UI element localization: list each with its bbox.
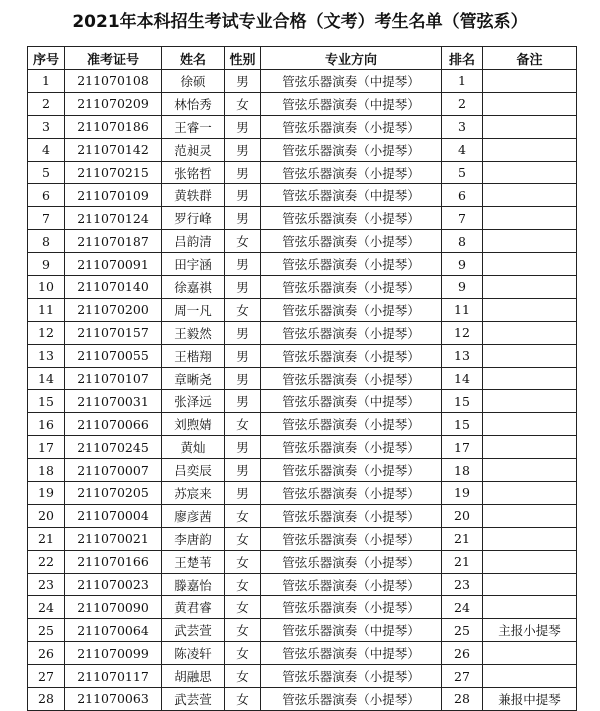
cell-gender: 男 [225, 253, 261, 276]
cell-major: 管弦乐器演奏（小提琴） [261, 688, 442, 711]
cell-rank: 9 [442, 276, 483, 299]
cell-name: 黄君睿 [162, 596, 225, 619]
cell-exam-id: 211070140 [65, 276, 162, 299]
cell-major: 管弦乐器演奏（小提琴） [261, 596, 442, 619]
cell-major: 管弦乐器演奏（小提琴） [261, 665, 442, 688]
cell-name: 徐硕 [162, 70, 225, 93]
table-row [28, 550, 577, 573]
cell-major: 管弦乐器演奏（小提琴） [261, 298, 442, 321]
cell-name: 胡融思 [162, 665, 225, 688]
cell-serial: 18 [28, 459, 65, 482]
table-row [28, 642, 577, 665]
cell-gender: 女 [225, 642, 261, 665]
cell-note [483, 161, 577, 184]
cell-major: 管弦乐器演奏（小提琴） [261, 207, 442, 230]
cell-serial: 26 [28, 642, 65, 665]
table-row [28, 138, 577, 161]
cell-rank: 12 [442, 321, 483, 344]
cell-exam-id: 211070124 [65, 207, 162, 230]
table-row [28, 459, 577, 482]
cell-rank: 15 [442, 390, 483, 413]
cell-major: 管弦乐器演奏（中提琴） [261, 390, 442, 413]
cell-gender: 男 [225, 138, 261, 161]
cell-exam-id: 211070066 [65, 413, 162, 436]
cell-rank: 7 [442, 207, 483, 230]
cell-rank: 5 [442, 161, 483, 184]
cell-serial: 7 [28, 207, 65, 230]
cell-gender: 男 [225, 482, 261, 505]
cell-note [483, 276, 577, 299]
cell-exam-id: 211070166 [65, 550, 162, 573]
cell-major: 管弦乐器演奏（小提琴） [261, 253, 442, 276]
cell-name: 滕嘉怡 [162, 573, 225, 596]
cell-gender: 女 [225, 619, 261, 642]
table-row [28, 390, 577, 413]
cell-rank: 26 [442, 642, 483, 665]
cell-note [483, 253, 577, 276]
cell-major: 管弦乐器演奏（小提琴） [261, 504, 442, 527]
table-row [28, 230, 577, 253]
table-header-row [28, 47, 577, 70]
cell-gender: 男 [225, 390, 261, 413]
cell-gender: 女 [225, 230, 261, 253]
cell-note [483, 184, 577, 207]
cell-note [483, 527, 577, 550]
header-rank: 排名 [442, 47, 483, 70]
cell-rank: 8 [442, 230, 483, 253]
cell-gender: 女 [225, 504, 261, 527]
cell-name: 张铭哲 [162, 161, 225, 184]
cell-major: 管弦乐器演奏（小提琴） [261, 115, 442, 138]
cell-serial: 20 [28, 504, 65, 527]
cell-major: 管弦乐器演奏（小提琴） [261, 138, 442, 161]
cell-rank: 4 [442, 138, 483, 161]
cell-serial: 8 [28, 230, 65, 253]
cell-gender: 女 [225, 413, 261, 436]
cell-note [483, 207, 577, 230]
cell-gender: 男 [225, 70, 261, 93]
cell-major: 管弦乐器演奏（小提琴） [261, 413, 442, 436]
cell-gender: 女 [225, 573, 261, 596]
cell-exam-id: 211070055 [65, 344, 162, 367]
cell-exam-id: 211070108 [65, 70, 162, 93]
cell-rank: 23 [442, 573, 483, 596]
cell-serial: 28 [28, 688, 65, 711]
cell-gender: 男 [225, 161, 261, 184]
cell-note [483, 367, 577, 390]
table-row [28, 115, 577, 138]
cell-exam-id: 211070090 [65, 596, 162, 619]
cell-major: 管弦乐器演奏（中提琴） [261, 184, 442, 207]
cell-rank: 13 [442, 344, 483, 367]
cell-note [483, 115, 577, 138]
cell-serial: 25 [28, 619, 65, 642]
cell-serial: 11 [28, 298, 65, 321]
cell-note [483, 436, 577, 459]
cell-major: 管弦乐器演奏（小提琴） [261, 482, 442, 505]
cell-exam-id: 211070064 [65, 619, 162, 642]
cell-gender: 女 [225, 92, 261, 115]
cell-name: 黄轶群 [162, 184, 225, 207]
cell-note [483, 459, 577, 482]
cell-gender: 男 [225, 367, 261, 390]
cell-serial: 27 [28, 665, 65, 688]
cell-gender: 男 [225, 184, 261, 207]
table-row [28, 184, 577, 207]
cell-note [483, 550, 577, 573]
cell-note [483, 642, 577, 665]
cell-name: 李唐韵 [162, 527, 225, 550]
cell-note [483, 413, 577, 436]
cell-name: 陈凌轩 [162, 642, 225, 665]
cell-exam-id: 211070021 [65, 527, 162, 550]
cell-note [483, 138, 577, 161]
cell-rank: 28 [442, 688, 483, 711]
cell-exam-id: 211070007 [65, 459, 162, 482]
cell-name: 武芸萱 [162, 688, 225, 711]
cell-gender: 女 [225, 527, 261, 550]
cell-gender: 男 [225, 207, 261, 230]
cell-major: 管弦乐器演奏（小提琴） [261, 436, 442, 459]
table-row [28, 344, 577, 367]
cell-name: 田宇涵 [162, 253, 225, 276]
table-body [28, 70, 577, 711]
cell-serial: 6 [28, 184, 65, 207]
cell-exam-id: 211070187 [65, 230, 162, 253]
cell-rank: 19 [442, 482, 483, 505]
cell-rank: 2 [442, 92, 483, 115]
table-row [28, 665, 577, 688]
table-row [28, 619, 577, 642]
cell-note [483, 573, 577, 596]
cell-note [483, 344, 577, 367]
cell-major: 管弦乐器演奏（中提琴） [261, 642, 442, 665]
cell-rank: 1 [442, 70, 483, 93]
header-gender: 性别 [225, 47, 261, 70]
cell-serial: 22 [28, 550, 65, 573]
cell-name: 王楚苇 [162, 550, 225, 573]
cell-exam-id: 211070023 [65, 573, 162, 596]
header-serial: 序号 [28, 47, 65, 70]
cell-major: 管弦乐器演奏（中提琴） [261, 70, 442, 93]
cell-gender: 男 [225, 321, 261, 344]
header-name: 姓名 [162, 47, 225, 70]
cell-name: 章晰尧 [162, 367, 225, 390]
cell-name: 苏宸来 [162, 482, 225, 505]
cell-note [483, 321, 577, 344]
cell-exam-id: 211070063 [65, 688, 162, 711]
cell-exam-id: 211070107 [65, 367, 162, 390]
cell-rank: 15 [442, 413, 483, 436]
cell-rank: 25 [442, 619, 483, 642]
cell-note [483, 390, 577, 413]
cell-gender: 男 [225, 276, 261, 299]
header-exam-id: 准考证号 [65, 47, 162, 70]
cell-exam-id: 211070031 [65, 390, 162, 413]
cell-serial: 24 [28, 596, 65, 619]
cell-name: 王毅然 [162, 321, 225, 344]
cell-exam-id: 211070245 [65, 436, 162, 459]
cell-gender: 男 [225, 436, 261, 459]
cell-major: 管弦乐器演奏（小提琴） [261, 276, 442, 299]
table-row [28, 92, 577, 115]
cell-exam-id: 211070157 [65, 321, 162, 344]
cell-major: 管弦乐器演奏（小提琴） [261, 573, 442, 596]
cell-rank: 6 [442, 184, 483, 207]
table-row [28, 688, 577, 711]
cell-exam-id: 211070109 [65, 184, 162, 207]
cell-note [483, 665, 577, 688]
table-row [28, 276, 577, 299]
cell-gender: 女 [225, 596, 261, 619]
cell-serial: 12 [28, 321, 65, 344]
cell-gender: 男 [225, 459, 261, 482]
cell-serial: 9 [28, 253, 65, 276]
cell-exam-id: 211070215 [65, 161, 162, 184]
cell-rank: 27 [442, 665, 483, 688]
cell-note [483, 70, 577, 93]
cell-name: 吕韵清 [162, 230, 225, 253]
cell-note [483, 504, 577, 527]
cell-major: 管弦乐器演奏（中提琴） [261, 619, 442, 642]
cell-rank: 3 [442, 115, 483, 138]
cell-serial: 23 [28, 573, 65, 596]
cell-exam-id: 211070209 [65, 92, 162, 115]
cell-rank: 21 [442, 550, 483, 573]
cell-serial: 15 [28, 390, 65, 413]
cell-rank: 9 [442, 253, 483, 276]
table-row [28, 367, 577, 390]
cell-name: 王楷翔 [162, 344, 225, 367]
cell-serial: 17 [28, 436, 65, 459]
cell-name: 周一凡 [162, 298, 225, 321]
cell-rank: 21 [442, 527, 483, 550]
cell-major: 管弦乐器演奏（小提琴） [261, 527, 442, 550]
cell-exam-id: 211070117 [65, 665, 162, 688]
cell-note: 兼报中提琴 [483, 688, 577, 711]
cell-major: 管弦乐器演奏（小提琴） [261, 230, 442, 253]
cell-name: 罗行峰 [162, 207, 225, 230]
cell-gender: 女 [225, 665, 261, 688]
table-row [28, 413, 577, 436]
cell-serial: 3 [28, 115, 65, 138]
cell-note [483, 596, 577, 619]
cell-gender: 女 [225, 298, 261, 321]
cell-major: 管弦乐器演奏（小提琴） [261, 459, 442, 482]
cell-note [483, 482, 577, 505]
cell-major: 管弦乐器演奏（小提琴） [261, 321, 442, 344]
cell-rank: 24 [442, 596, 483, 619]
table-row [28, 504, 577, 527]
cell-note [483, 298, 577, 321]
cell-exam-id: 211070091 [65, 253, 162, 276]
document-title: 2021年本科招生考试专业合格（文考）考生名单（管弦系） [72, 12, 528, 32]
cell-gender: 男 [225, 344, 261, 367]
cell-gender: 女 [225, 688, 261, 711]
table-row [28, 207, 577, 230]
cell-name: 吕奕辰 [162, 459, 225, 482]
cell-name: 徐嘉祺 [162, 276, 225, 299]
cell-major: 管弦乐器演奏（小提琴） [261, 550, 442, 573]
cell-rank: 18 [442, 459, 483, 482]
cell-note [483, 92, 577, 115]
cell-exam-id: 211070186 [65, 115, 162, 138]
table-row [28, 436, 577, 459]
cell-serial: 4 [28, 138, 65, 161]
cell-serial: 16 [28, 413, 65, 436]
cell-major: 管弦乐器演奏（小提琴） [261, 367, 442, 390]
cell-rank: 17 [442, 436, 483, 459]
table-row [28, 253, 577, 276]
cell-exam-id: 211070004 [65, 504, 162, 527]
cell-name: 刘煦婧 [162, 413, 225, 436]
cell-rank: 20 [442, 504, 483, 527]
cell-rank: 11 [442, 298, 483, 321]
cell-name: 范昶灵 [162, 138, 225, 161]
cell-name: 廖彦茜 [162, 504, 225, 527]
header-note: 备注 [483, 47, 577, 70]
cell-exam-id: 211070099 [65, 642, 162, 665]
cell-serial: 14 [28, 367, 65, 390]
cell-major: 管弦乐器演奏（小提琴） [261, 161, 442, 184]
candidate-table [27, 46, 577, 711]
table-row [28, 321, 577, 344]
table-row [28, 596, 577, 619]
cell-name: 武芸萱 [162, 619, 225, 642]
cell-serial: 5 [28, 161, 65, 184]
cell-major: 管弦乐器演奏（小提琴） [261, 344, 442, 367]
cell-name: 张泽远 [162, 390, 225, 413]
table-row [28, 298, 577, 321]
header-major: 专业方向 [261, 47, 442, 70]
table-row [28, 482, 577, 505]
cell-name: 黄灿 [162, 436, 225, 459]
cell-name: 王睿一 [162, 115, 225, 138]
cell-serial: 19 [28, 482, 65, 505]
cell-serial: 10 [28, 276, 65, 299]
cell-gender: 女 [225, 550, 261, 573]
cell-major: 管弦乐器演奏（中提琴） [261, 92, 442, 115]
cell-exam-id: 211070200 [65, 298, 162, 321]
cell-rank: 14 [442, 367, 483, 390]
cell-note: 主报小提琴 [483, 619, 577, 642]
table-row [28, 527, 577, 550]
cell-serial: 2 [28, 92, 65, 115]
cell-serial: 1 [28, 70, 65, 93]
table-row [28, 573, 577, 596]
table-row [28, 161, 577, 184]
cell-exam-id: 211070205 [65, 482, 162, 505]
cell-note [483, 230, 577, 253]
cell-serial: 21 [28, 527, 65, 550]
cell-exam-id: 211070142 [65, 138, 162, 161]
cell-serial: 13 [28, 344, 65, 367]
cell-gender: 男 [225, 115, 261, 138]
cell-name: 林怡秀 [162, 92, 225, 115]
table-row [28, 70, 577, 93]
